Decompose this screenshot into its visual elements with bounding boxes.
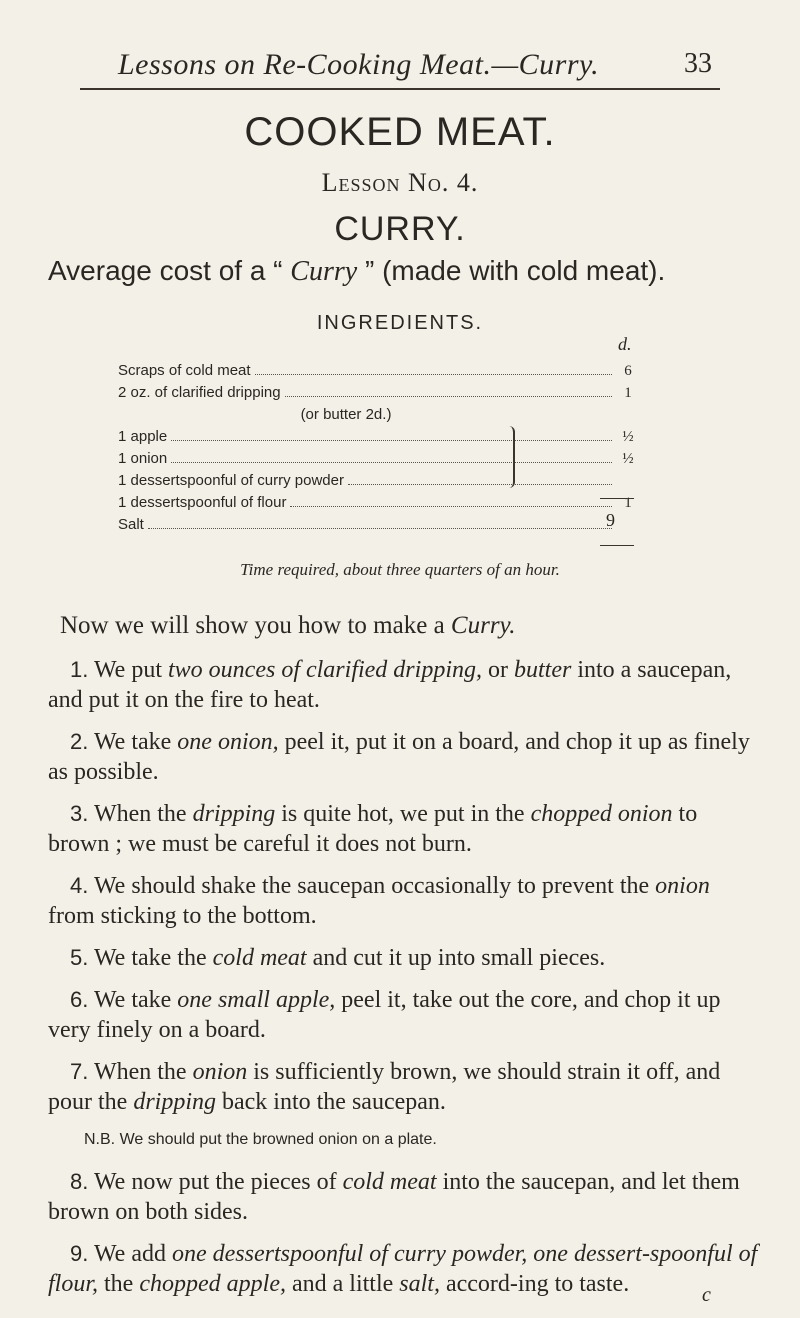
ingredient-name: 1 onion	[118, 448, 171, 470]
step-number: 7.	[70, 1059, 89, 1084]
leader-dots	[171, 462, 612, 463]
step-text: We put	[93, 657, 168, 683]
ingredient-name: 1 dessertspoonful of flour	[118, 492, 290, 514]
method-steps	[48, 655, 758, 1311]
leader-dots	[255, 374, 612, 375]
step-emphasis: one dessertspoonful of curry powder, one dessert-spoonful of flour,	[48, 1241, 758, 1297]
lesson-number: Lesson No. 4.	[321, 168, 479, 197]
step-emphasis: chopped apple,	[139, 1271, 286, 1297]
step-emphasis: dripping	[133, 1089, 216, 1115]
brace	[505, 426, 515, 488]
step-text: We now put the pieces of	[93, 1169, 343, 1195]
ingredient-row	[118, 382, 638, 404]
ingredient-cost: 6	[624, 363, 632, 379]
step-emphasis: cold meat	[212, 945, 307, 971]
header-rule	[80, 88, 720, 90]
step-text: is sufficiently brown, we should strain it off, and pour the	[48, 1059, 721, 1115]
intro-text: Now we will show you how to make a	[60, 612, 451, 639]
leader-dots	[148, 528, 612, 529]
step-emphasis: dripping	[192, 801, 276, 827]
ingredient-cost: 1	[624, 495, 632, 511]
method-step	[48, 799, 758, 859]
leader-dots	[171, 440, 612, 441]
step-number: 5.	[70, 945, 89, 970]
ingredient-row	[118, 404, 638, 426]
step-emphasis: chopped onion	[530, 801, 673, 827]
method-step	[48, 871, 758, 931]
ingredient-name: (or butter 2d.)	[301, 404, 396, 426]
step-text: peel it, put it on a board, and chop it up as finely as possible.	[48, 729, 750, 785]
ingredients-heading: INGREDIENTS.	[316, 312, 484, 334]
leader-dots	[348, 484, 612, 485]
method-step	[48, 1167, 758, 1227]
step-text: into the saucepan, and let them brown on both sides.	[48, 1169, 740, 1225]
step-text: When the	[93, 801, 193, 827]
step-text: accord-ing to taste.	[439, 1271, 630, 1297]
signature-mark: c	[702, 1284, 711, 1306]
step-number: 2.	[70, 729, 89, 754]
step-emphasis: butter	[513, 657, 572, 683]
step-text: We add	[93, 1241, 172, 1267]
step-text: into a saucepan, and put it on the fire to heat.	[48, 657, 732, 713]
cost-dish: Curry	[290, 256, 358, 287]
step-text: the	[98, 1271, 140, 1297]
step-emphasis: one small apple,	[177, 987, 336, 1013]
step-text: and a little	[285, 1271, 400, 1297]
method-step	[48, 727, 758, 787]
method-step	[48, 1239, 758, 1299]
cost-before: Average cost of a “	[48, 255, 291, 286]
step-number: 1.	[70, 657, 89, 682]
step-text: We should shake the saucepan occasionally to prevent the	[93, 873, 656, 899]
step-emphasis: cold meat	[342, 1169, 437, 1195]
method-step	[48, 985, 758, 1045]
page-title: COOKED MEAT.	[244, 110, 556, 154]
step-number: 6.	[70, 987, 89, 1012]
step-text: is quite hot, we put in the	[275, 801, 531, 827]
step-emphasis: onion	[192, 1059, 248, 1085]
step-text: and cut it up into small pieces.	[306, 945, 606, 971]
leader-dots	[285, 396, 612, 397]
step-emphasis: onion	[655, 873, 710, 899]
method-step	[48, 1057, 758, 1117]
ingredient-cost: ½	[622, 451, 634, 467]
ingredient-name: 2 oz. of clarified dripping	[118, 382, 285, 404]
ingredient-row	[118, 448, 638, 470]
leader-dots	[290, 506, 612, 507]
step-text: back into the saucepan.	[216, 1089, 446, 1115]
step-text: peel it, take out the core, and chop it up very finely on a board.	[48, 987, 721, 1043]
ingredient-row	[118, 426, 638, 448]
ingredient-cost: 1	[624, 385, 632, 401]
step-number: 3.	[70, 801, 89, 826]
step-emphasis: one onion,	[177, 729, 279, 755]
step-text: When the	[93, 1059, 193, 1085]
step-number: 8.	[70, 1169, 89, 1194]
ingredient-name: 1 apple	[118, 426, 171, 448]
total-rule	[600, 498, 634, 499]
step-text: We take the	[93, 945, 213, 971]
dish-title: CURRY.	[334, 210, 466, 248]
ingredient-row	[118, 360, 638, 382]
ingredient-row	[118, 470, 638, 492]
total-cost: 9	[606, 510, 615, 530]
cost-after: ” (made with cold meat).	[357, 255, 666, 286]
ingredient-row	[118, 514, 638, 536]
step-text: or	[481, 657, 514, 683]
method-step	[48, 943, 758, 973]
ingredients-list	[118, 360, 638, 536]
ingredient-name: 1 dessertspoonful of curry powder	[118, 470, 348, 492]
running-title: Lessons on Re-Cooking Meat.—Curry.	[118, 48, 600, 81]
step-text: We take	[93, 987, 178, 1013]
average-cost-line	[48, 255, 780, 288]
ingredient-name: Salt	[118, 514, 148, 536]
step-text: We take	[93, 729, 178, 755]
step-emphasis: salt,	[399, 1271, 440, 1297]
step-number: 9.	[70, 1241, 89, 1266]
total-rule	[600, 545, 634, 546]
step-emphasis: two ounces of clarified dripping,	[168, 657, 482, 683]
ingredient-cost: ½	[622, 429, 634, 445]
intro-dish: Curry.	[450, 612, 516, 639]
ingredient-name: Scraps of cold meat	[118, 360, 255, 382]
nota-bene: N.B. We should put the browned onion on a plate.	[84, 1131, 437, 1148]
step-text: from sticking to the bottom.	[48, 903, 317, 929]
time-required: Time required, about three quarters of an hour.	[240, 560, 560, 579]
pence-unit: d.	[618, 334, 632, 354]
intro-line	[60, 612, 516, 640]
step-number: 4.	[70, 873, 89, 898]
page-number: 33	[684, 48, 712, 79]
method-step	[48, 655, 758, 715]
step-text: to brown ; we must be careful it does not burn.	[48, 801, 698, 857]
ingredient-row	[118, 492, 638, 514]
